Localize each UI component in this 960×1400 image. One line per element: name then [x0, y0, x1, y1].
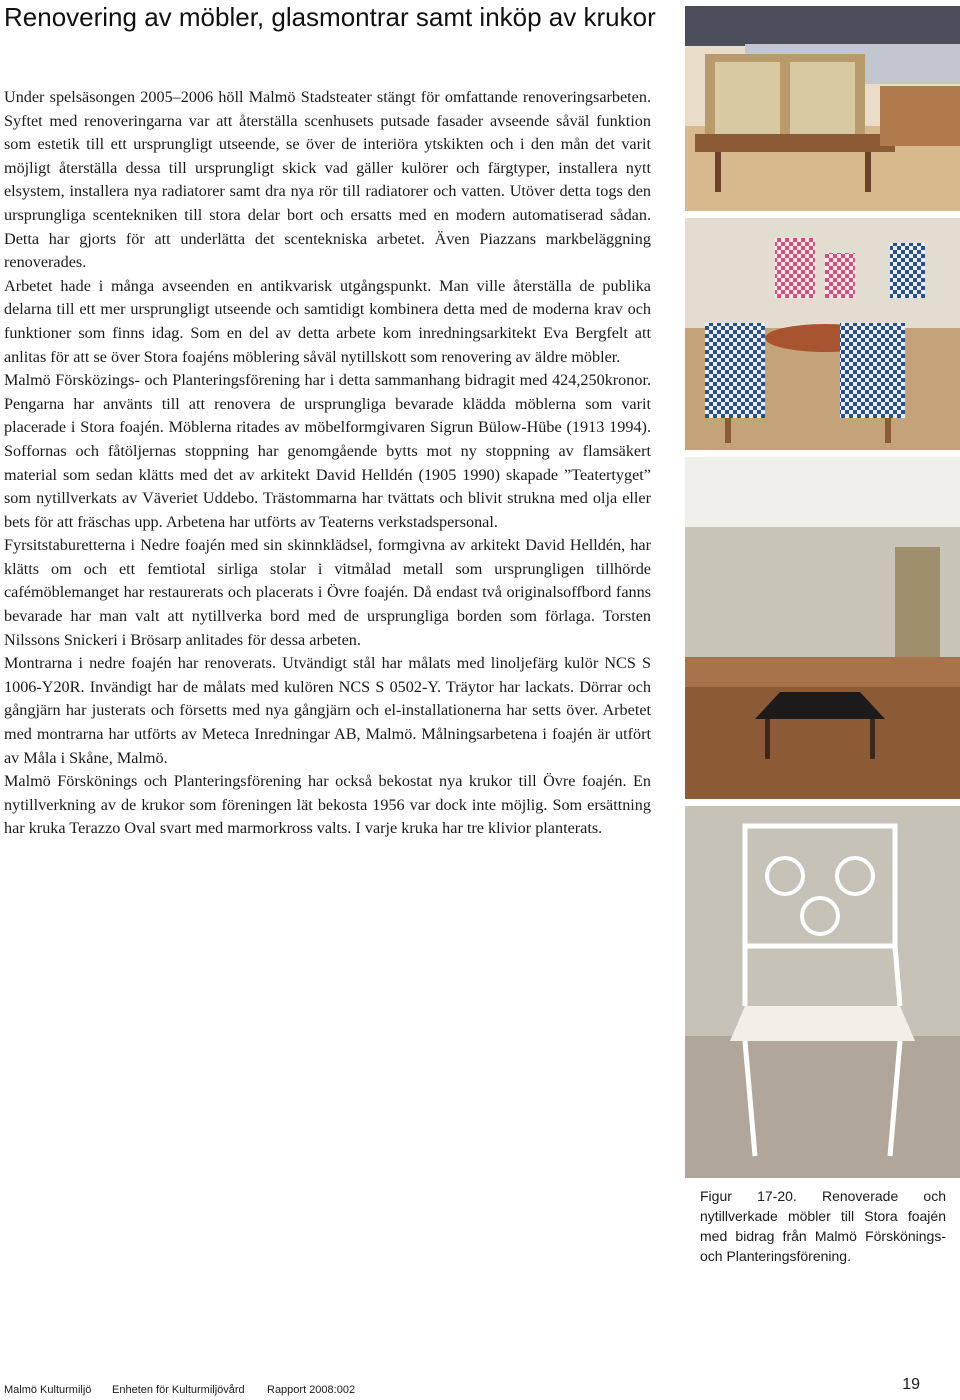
photo-armchairs — [685, 218, 960, 450]
page-title: Renovering av möbler, glasmontrar samt inköp av krukor — [4, 2, 656, 32]
footer-unit: Enheten för Kulturmiljövård — [112, 1384, 245, 1396]
article-body — [4, 86, 651, 841]
paragraph: Malmö Förskönings och Planteringsförening har också bekostat nya krukor till Övre foajén. En nytillverkning av de krukor som föreningen lät bekosta 1956 var dock inte möjlig. Som ersättning har kruka Terazzo Oval svart med marmorkross valts. I varje kruka har tre klivior planterats. — [4, 772, 651, 838]
figure-caption: Figur 17-20. Renoverade och nytillverkade möbler till Stora foajén med bidrag från Malmö Förskönings- och Planteringsförening. — [700, 1188, 946, 1264]
paragraph: Malmö Försközings- och Planteringsförening har i detta sammanhang bidragit med 424,250kronor. Pengarna har använts till att renovera de ursprungliga bevarade klädda möblerna som varit placerade i Stora foajén. Möblerna ritades av möbelformgivaren Sigrun Bülow-Hübe (1913 1994). Soffornas och fåtöljernas stoppning har genomgående bytts mot ny stoppning av flamsäkert material som sedan klätts med det av arkitekt David Helldén (1905 1990) skapade ”Teatertyget” som nytillverkats av Väveriet Uddebo. Trästommarna har tvättats och blivit strukna med olja eller bets för att fräschas upp. Arbetena har utförts av Teaterns verkstadspersonal. — [4, 371, 651, 531]
photo-foyer-stool — [685, 457, 960, 799]
footer-org: Malmö Kulturmiljö — [4, 1384, 92, 1396]
page-footer — [4, 1376, 954, 1400]
paragraph: Montrarna i nedre foajén har renoverats. Utvändigt stål har målats med linoljefärg kulör NCS S 1006-Y20R. Invändigt har de målats med kulören NCS S 0502-Y. Träytor har lackats. Dörrar och gångjärn har justerats och försetts med nya gångjärn och el-installationerna har setts över. Arbetet med montrarna har utförts av Meteca Inredningar AB, Malmö. Målningsarbetena i foajén är utfört av Måla i Skåne, Malmö. — [4, 654, 651, 767]
page-number: 19 — [902, 1376, 920, 1393]
footer-report: Rapport 2008:002 — [267, 1384, 356, 1396]
paragraph: Under spelsäsongen 2005–2006 höll Malmö Stadsteater stängt för omfattande renoveringsarbeten. Syftet med renoveringarna var att återställa scenhusets putsade fasader avseende såväl funktion som estetik till ett ursprungligt utseende, se över de interiöra ytskikten och i den mån det varit möjligt återställa dessa till ursprungligt skick vad gäller kulörer och färgtyper, installera nytt elsystem, installera nya radiatorer samt dra nya rör till radiatorer och vatten. Utöver detta togs den ursprungliga scentekniken till stora delar bort och ersatts med en modern automatiserad sådan. Detta har gjorts för att underlätta det scentekniska arbetet. Även Piazzans markbeläggning renoverades. — [4, 88, 651, 272]
paragraph: Arbetet hade i många avseenden en antikvarisk utgångspunkt. Man ville återställa de publika delarna till ett mer ursprungligt utseende och samtidigt kombinera detta med de moderna krav och funktioner som finns idag. Som en del av detta arbete kom inredningsarkitekt Eva Bergfelt att anlitas för att se över Stora foajéns möblering såväl nytillskott som renovering av äldre möbler. — [4, 276, 651, 366]
photo-sofa-bench — [685, 6, 960, 211]
photo-metal-chair — [685, 806, 960, 1178]
paragraph: Fyrsitstaburetterna i Nedre foajén med sin skinnklädsel, formgivna av arkitekt David Helldén, har klätts om och ett femtiotal sirliga stolar i vitmålad metall som ursprungligen tillhörde cafémöblemanget har restaurerats och placerats i Övre foajén. Då endast två originalsoffbord fanns bevarade har man valt att nytillverka bord med de ursprungliga borden som förlaga. Torsten Nilssons Snickeri i Brösarp anlitades för dessa arbeten. — [4, 536, 651, 649]
